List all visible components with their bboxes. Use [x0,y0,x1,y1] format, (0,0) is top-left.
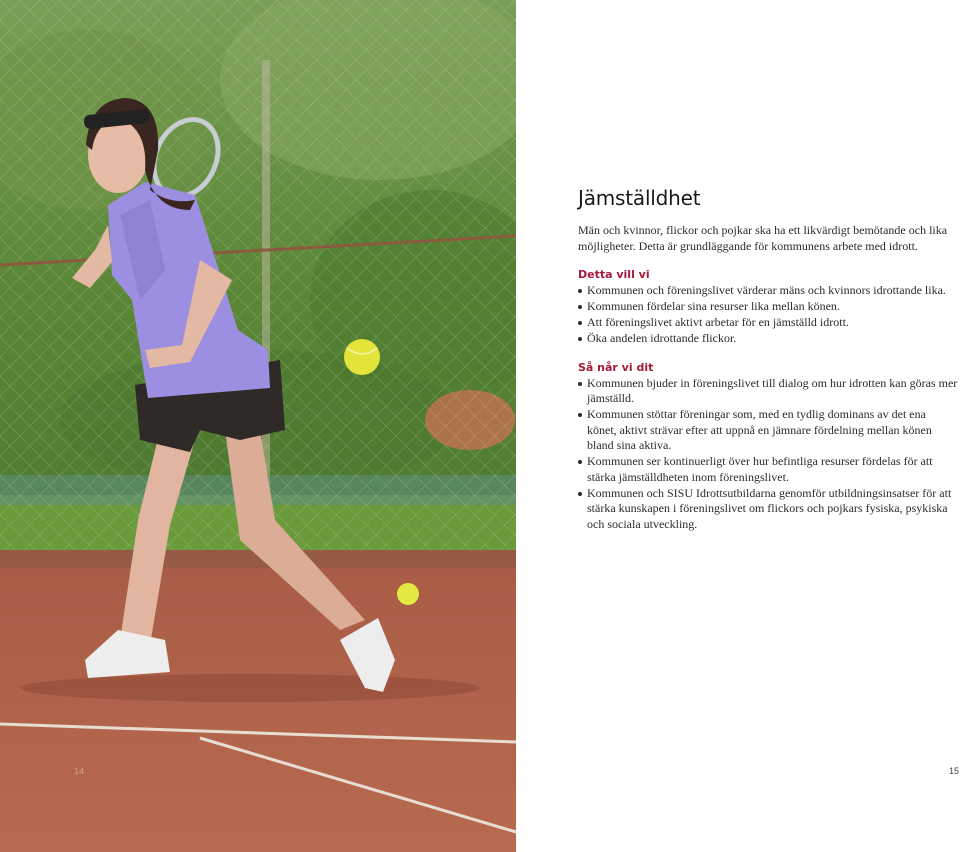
list-item: Öka andelen idrottande flickor. [578,331,958,347]
list-item: Kommunen ser kontinuerligt över hur befintliga resurser fördelas för att stärka jämställdheten inom föreningslivet. [578,454,958,485]
actions-list [578,376,958,533]
list-item: Kommunen och SISU Idrottsutbildarna genomför utbildningsinsatser för att stärka kunskapen i föreningslivet om flickors och pojkars fysiska, psykiska och sociala utveckling. [578,486,958,533]
goals-list [578,283,958,347]
page-number-right: 15 [949,766,960,776]
page-heading: Jämställdhet [578,186,701,210]
list-item: Kommunen och föreningslivet värderar mäns och kvinnors idrottande lika. [578,283,958,299]
page-number-left: 14 [74,766,85,776]
text-page [578,186,958,546]
list-item: Att föreningslivet aktivt arbetar för en jämställd idrott. [578,315,958,331]
section-title-goals: Detta vill vi [578,268,650,281]
section-title-actions: Så når vi dit [578,360,654,374]
list-item: Kommunen fördelar sina resurser lika mellan könen. [578,299,958,315]
list-item: Kommunen stöttar föreningar som, med en tydlig dominans av det ena könet, aktivt strävar efter att uppnå en jämnare fördelning mellan könen bland sina aktiva. [578,407,958,454]
list-item: Kommunen bjuder in föreningslivet till dialog om hur idrotten kan göras mer jämställd. [578,376,958,407]
intro-paragraph: Män och kvinnor, flickor och pojkar ska ha ett likvärdigt bemötande och lika möjligheter. Detta är grundläggande för kommunens arbete med idrott. [578,223,948,253]
